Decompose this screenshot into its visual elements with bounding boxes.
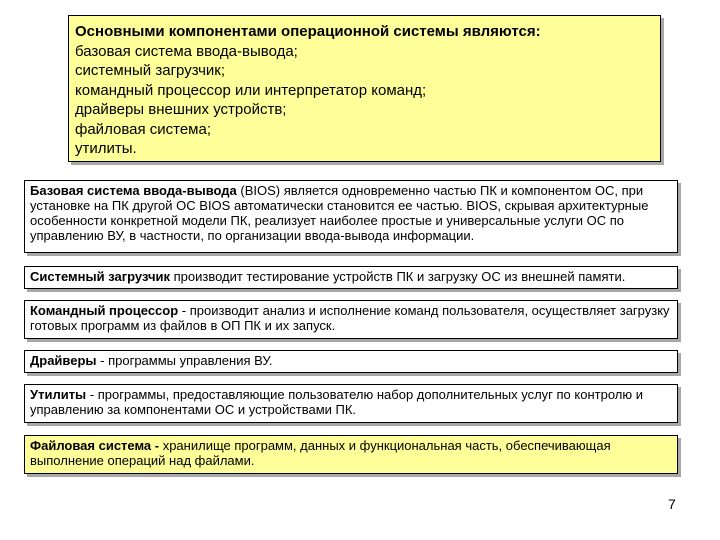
- definition-text: - производит анализ и исполнение команд пользователя, осуществляет загрузку готовых программ из файлов в ОП ПК и их запуск.: [30, 303, 670, 333]
- definition-term: Системный загрузчик: [30, 269, 170, 284]
- definition-bootloader-box: [24, 266, 678, 289]
- definition-text: производит тестирование устройств ПК и загрузку ОС из внешней памяти.: [170, 269, 626, 284]
- definition-term: Утилиты: [30, 387, 87, 402]
- component-item-command-processor: командный процессор или интерпретатор команд;: [75, 81, 427, 99]
- definition-term: Командный процессор: [30, 303, 179, 318]
- component-item-file-system: файловая система;: [75, 120, 212, 138]
- component-item-drivers: драйверы внешних устройств;: [75, 101, 287, 118]
- definition-term: Файловая система -: [30, 438, 160, 453]
- definition-text: (BIOS) является одновременно частью ПК и компонентом ОС, при установке на ПК другой ОС BIOS автоматически становится ее частью. BIOS, скрывая архитектурные особенности конкретной модели ПК, реализует наиболее простые и универсальные услуги ОС по управлению ВУ, в частности, по организации ввода-вывода информации.: [30, 183, 649, 243]
- definition-drivers-box: [24, 350, 678, 373]
- definition-bios-box: [24, 180, 678, 253]
- components-list-box: [68, 15, 661, 162]
- definition-utilities-box: [24, 384, 678, 423]
- components-heading: Основными компонентами операционной системы являются:: [75, 23, 541, 40]
- component-item-utilities: утилиты.: [75, 140, 137, 157]
- component-item-bios: базовая система ввода-вывода;: [75, 42, 298, 60]
- definition-term: Драйверы: [30, 353, 97, 368]
- definition-text: - программы, предоставляющие пользователю набор дополнительных услуг по контролю и управлению за компонентами ОС и устройствами ПК.: [30, 387, 643, 417]
- definition-text: хранилище программ, данных и функциональная часть, обеспечивающая выполнение операций над файлами.: [30, 438, 611, 468]
- component-item-bootloader: системный загрузчик;: [75, 62, 226, 79]
- page-number: 7: [668, 496, 676, 512]
- definition-command-processor-box: [24, 300, 678, 339]
- definition-file-system-box: [24, 435, 678, 474]
- definition-text: - программы управления ВУ.: [96, 353, 273, 368]
- definition-term: Базовая система ввода-вывода: [30, 183, 237, 198]
